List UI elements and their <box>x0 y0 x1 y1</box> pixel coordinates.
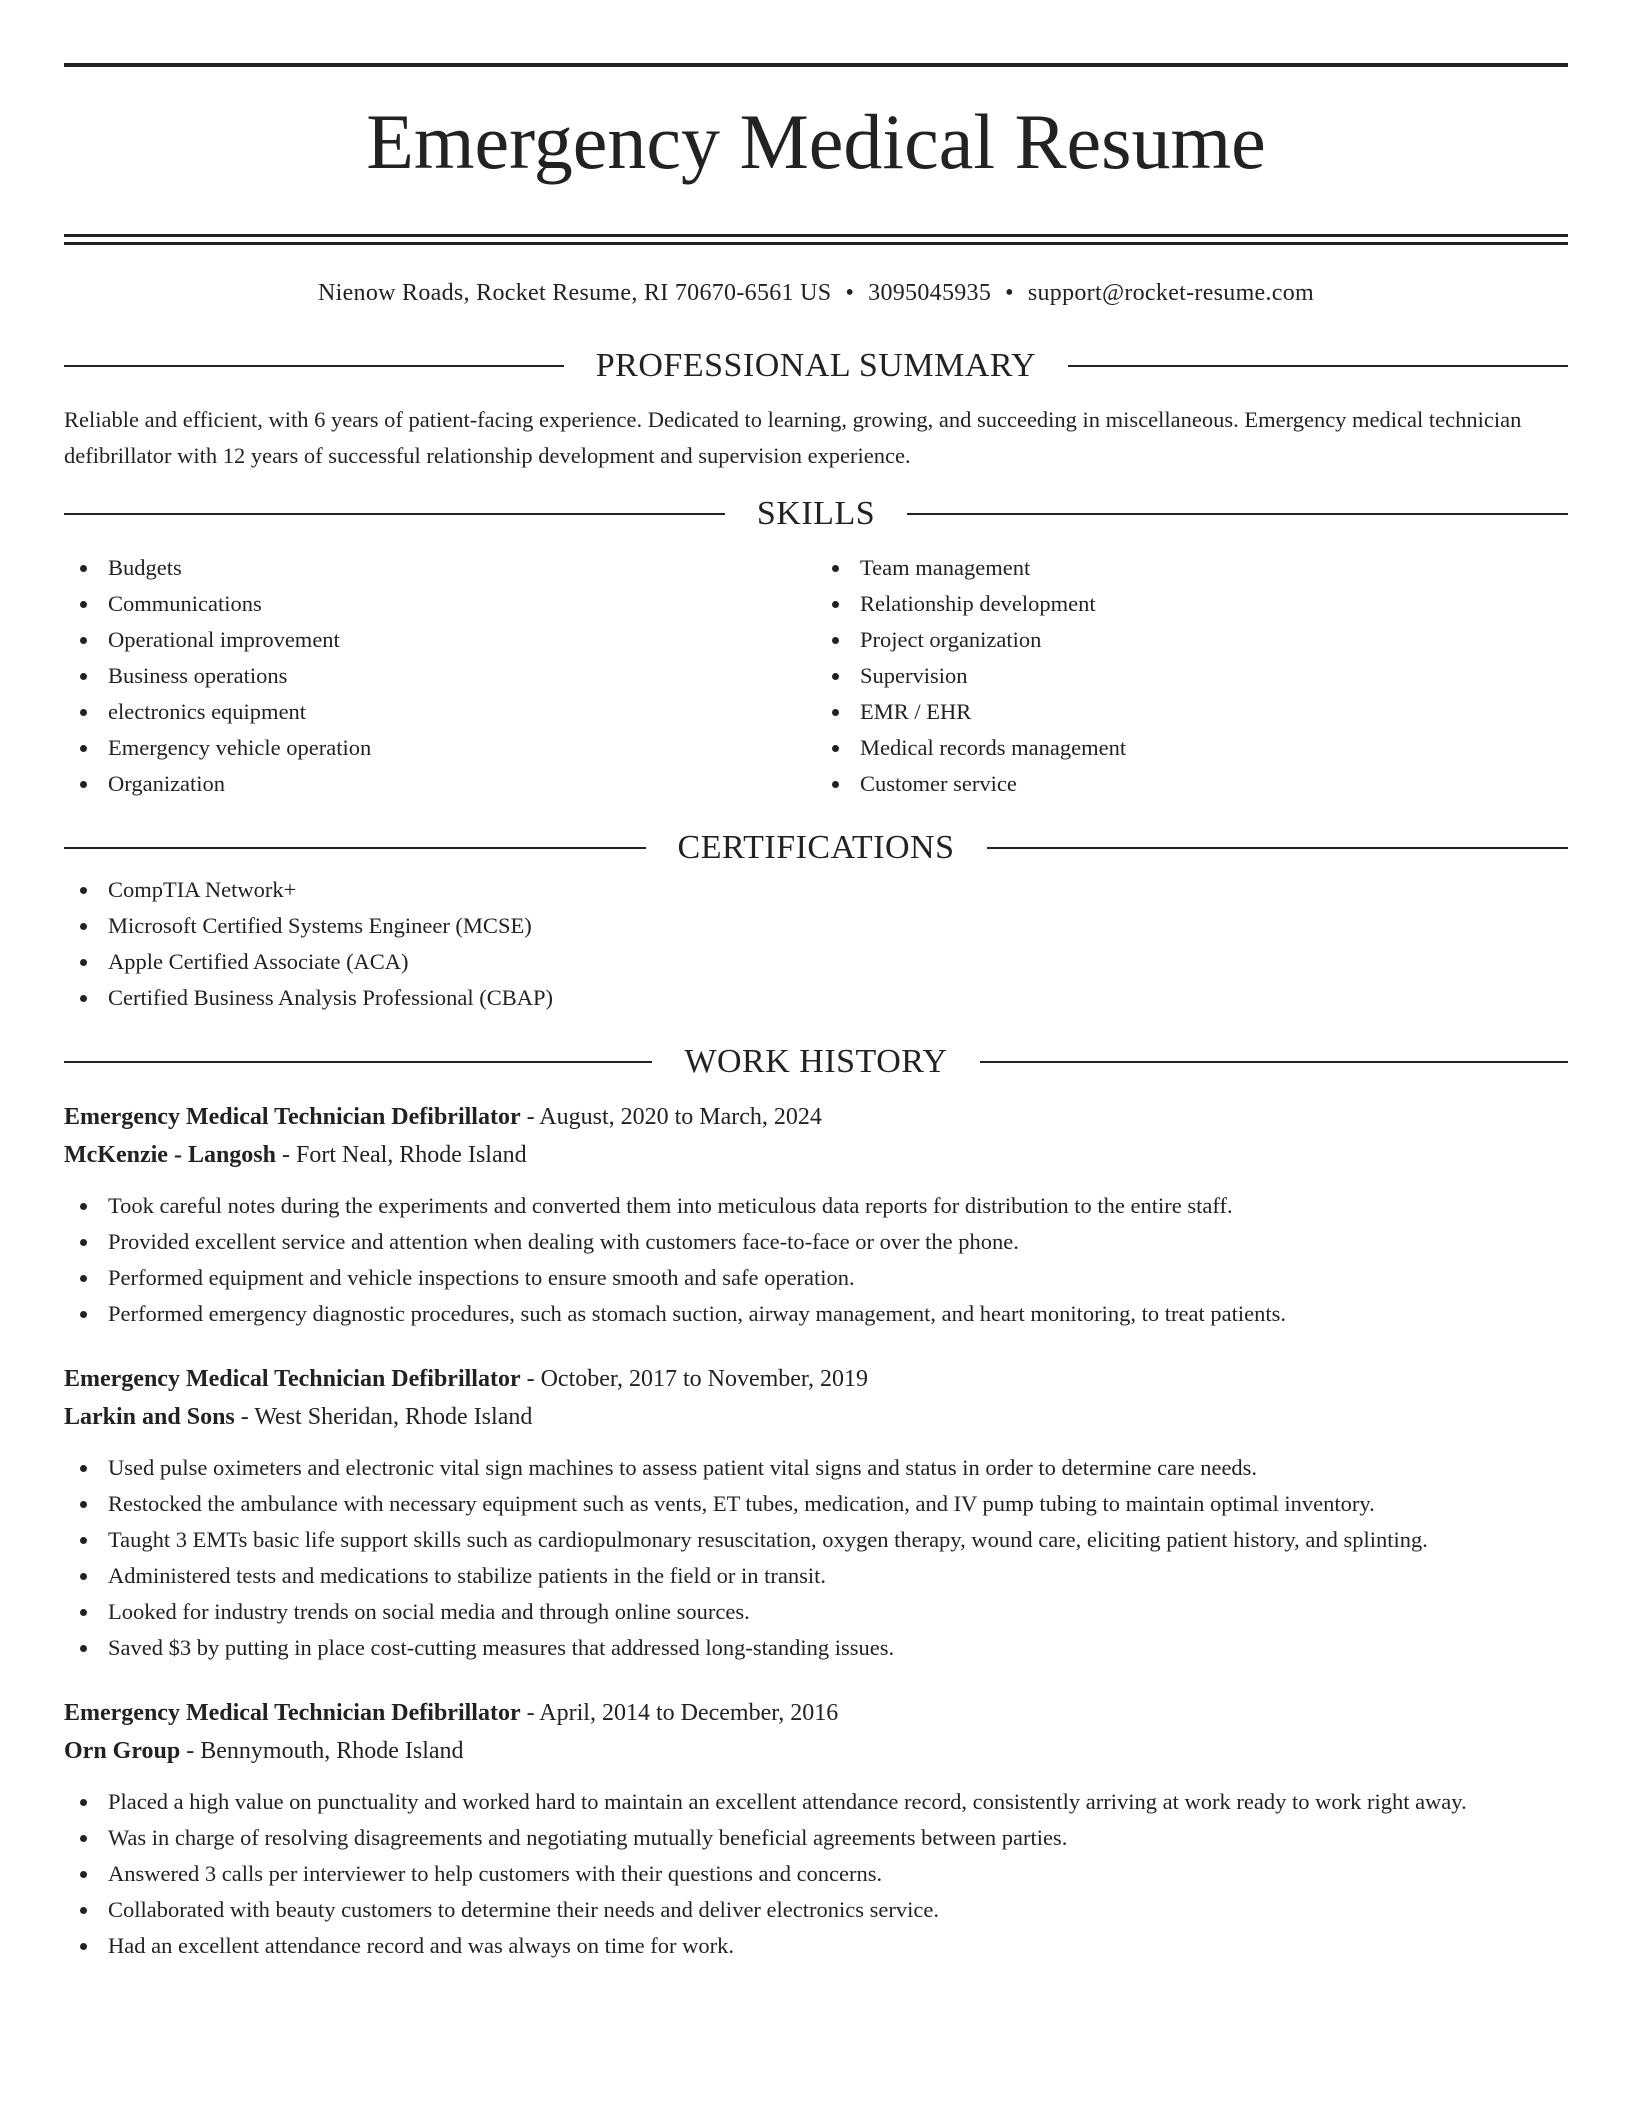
job-duty: Restocked the ambulance with necessary equipment such as vents, ET tubes, medication, and IV pump tubing to maintain optimal inventory. <box>64 1486 1568 1522</box>
skills-heading: SKILLS <box>756 495 876 532</box>
heading-rule-right <box>907 513 1568 515</box>
job-duty: Collaborated with beauty customers to determine their needs and deliver electronics service. <box>64 1892 1568 1928</box>
summary-text: Reliable and efficient, with 6 years of patient-facing experience. Dedicated to learning, growing, and succeeding in miscellaneous. Emergency medical technician defibrillator with 12 years of successful relationship development and supervision experience. <box>64 407 1522 468</box>
contact-line <box>64 278 1568 308</box>
skills-list-left <box>64 550 816 802</box>
skill-item: Customer service <box>816 766 1568 802</box>
job-duty: Took careful notes during the experiments and converted them into meticulous data reports for distribution to the entire staff. <box>64 1188 1568 1224</box>
job-duty: Looked for industry trends on social media and through online sources. <box>64 1594 1568 1630</box>
job-duty: Provided excellent service and attention when dealing with customers face-to-face or over the phone. <box>64 1224 1568 1260</box>
heading-rule-left <box>64 513 725 515</box>
section-heading-work-history <box>64 1038 1568 1086</box>
job-duties-list <box>64 1188 1568 1332</box>
job-duties-list <box>64 1784 1568 1964</box>
summary-heading: PROFESSIONAL SUMMARY <box>595 347 1037 384</box>
job-duty: Was in charge of resolving disagreements and negotiating mutually beneficial agreements between parties. <box>64 1820 1568 1856</box>
job-company-line <box>64 1732 1568 1770</box>
skills-grid <box>64 550 1568 802</box>
job-location: - Bennymouth, Rhode Island <box>180 1738 464 1764</box>
certifications-list <box>64 872 1568 1016</box>
job-duty: Placed a high value on punctuality and worked hard to maintain an excellent attendance record, consistently arriving at work ready to work right away. <box>64 1784 1568 1820</box>
job-duty: Used pulse oximeters and electronic vital sign machines to assess patient vital signs and status in order to determine care needs. <box>64 1450 1568 1486</box>
skill-item: Business operations <box>64 658 816 694</box>
job-company-line <box>64 1136 1568 1174</box>
heading-rule-left <box>64 1061 652 1063</box>
job-duty: Performed equipment and vehicle inspections to ensure smooth and safe operation. <box>64 1260 1568 1296</box>
heading-rule-left <box>64 365 564 367</box>
certification-item: Microsoft Certified Systems Engineer (MCSE) <box>64 908 1568 944</box>
job-location: - West Sheridan, Rhode Island <box>234 1404 533 1430</box>
contact-separator: • <box>845 280 855 306</box>
skill-item: Medical records management <box>816 730 1568 766</box>
top-rule <box>64 63 1568 67</box>
skill-item: Operational improvement <box>64 622 816 658</box>
job-company: Orn Group <box>64 1738 181 1764</box>
certification-item: Apple Certified Associate (ACA) <box>64 944 1568 980</box>
skill-item: Supervision <box>816 658 1568 694</box>
job-entry <box>64 1098 1568 1332</box>
job-duty: Answered 3 calls per interviewer to help customers with their questions and concerns. <box>64 1856 1568 1892</box>
job-title: Emergency Medical Technician Defibrillator <box>64 1366 521 1392</box>
job-title: Emergency Medical Technician Defibrillator <box>64 1700 521 1726</box>
skill-item: electronics equipment <box>64 694 816 730</box>
job-duty: Administered tests and medications to stabilize patients in the field or in transit. <box>64 1558 1568 1594</box>
job-title: Emergency Medical Technician Defibrillator <box>64 1104 521 1130</box>
skill-item: Organization <box>64 766 816 802</box>
job-dates: - April, 2014 to December, 2016 <box>520 1700 839 1726</box>
heading-rule-left <box>64 847 646 849</box>
job-entry <box>64 1694 1568 1964</box>
contact-address: Nienow Roads, Rocket Resume, RI 70670-6561 US <box>317 280 832 306</box>
job-duty: Performed emergency diagnostic procedures, such as stomach suction, airway management, and heart monitoring, to treat patients. <box>64 1296 1568 1332</box>
job-company: Larkin and Sons <box>64 1404 235 1430</box>
skill-item: EMR / EHR <box>816 694 1568 730</box>
work-history-heading: WORK HISTORY <box>684 1043 948 1080</box>
title-double-rule <box>64 234 1568 245</box>
section-heading-summary <box>64 342 1568 390</box>
job-dates: - August, 2020 to March, 2024 <box>520 1104 822 1130</box>
skill-item: Emergency vehicle operation <box>64 730 816 766</box>
job-duties-list <box>64 1450 1568 1666</box>
heading-rule-right <box>1068 365 1568 367</box>
job-title-line <box>64 1098 1568 1136</box>
certification-item: Certified Business Analysis Professional (CBAP) <box>64 980 1568 1016</box>
skill-item: Communications <box>64 586 816 622</box>
skill-item: Project organization <box>816 622 1568 658</box>
job-duty: Taught 3 EMTs basic life support skills such as cardiopulmonary resuscitation, oxygen therapy, wound care, eliciting patient history, and splinting. <box>64 1522 1568 1558</box>
heading-rule-right <box>987 847 1569 849</box>
section-heading-skills <box>64 490 1568 538</box>
contact-separator: • <box>1005 280 1014 306</box>
skill-item: Relationship development <box>816 586 1568 622</box>
section-heading-certifications <box>64 824 1568 872</box>
heading-rule-right <box>980 1061 1568 1063</box>
certifications-heading: CERTIFICATIONS <box>677 829 955 866</box>
skills-list-right <box>816 550 1568 802</box>
contact-email: support@rocket-resume.com <box>1027 280 1315 306</box>
job-entry <box>64 1360 1568 1666</box>
job-duty: Saved $3 by putting in place cost-cutting measures that addressed long-standing issues. <box>64 1630 1568 1666</box>
certification-item: CompTIA Network+ <box>64 872 1568 908</box>
skill-item: Budgets <box>64 550 816 586</box>
resume-title: Emergency Medical Resume <box>366 98 1266 185</box>
job-dates: - October, 2017 to November, 2019 <box>520 1366 868 1392</box>
job-company-line <box>64 1398 1568 1436</box>
job-company: McKenzie - Langosh <box>64 1142 276 1168</box>
job-title-line <box>64 1360 1568 1398</box>
job-duty: Had an excellent attendance record and was always on time for work. <box>64 1928 1568 1964</box>
job-title-line <box>64 1694 1568 1732</box>
contact-phone: 3095045935 <box>868 280 992 306</box>
job-location: - Fort Neal, Rhode Island <box>275 1142 527 1168</box>
skill-item: Team management <box>816 550 1568 586</box>
